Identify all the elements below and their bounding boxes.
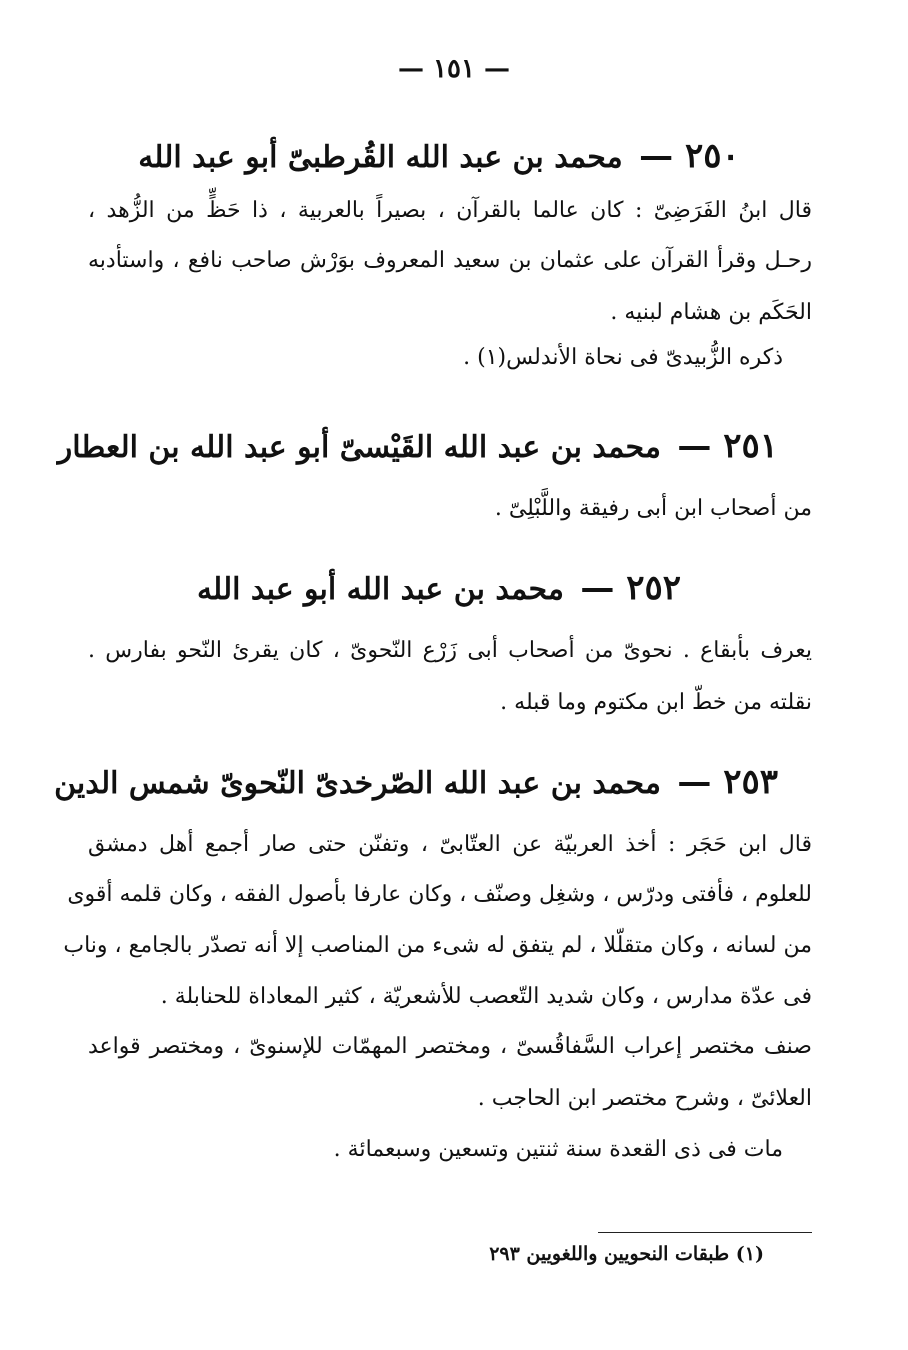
- entry-number: ٢٥٢ —: [580, 568, 682, 608]
- entry-title: محمد بن عبد الله القَيْسىّ أبو عبد الله بن العطار: [57, 430, 661, 465]
- entry-number: ٢٥٠ —: [639, 136, 740, 176]
- entry-title: محمد بن عبد الله القُرطبىّ أبو عبد الله: [138, 140, 623, 175]
- entry-253-line-5: صنف مختصر إعراب السَّفاقُسىّ ، ومختصر المهمّات للإسنوىّ ، ومختصر قواعد: [88, 1034, 812, 1059]
- entry-252-line-1: يعرف بأبقاع . نحوىّ من أصحاب أبى زَرْع النّحوىّ ، كان يقرئ النّحو بفارس .: [88, 638, 812, 663]
- entry-251-line-1: من أصحاب ابن أبى رفيقة واللَّبْلِىّ .: [494, 496, 812, 521]
- entry-253-line-4: فى عدّة مدارس ، وكان شديد التّعصب للأشعريّة ، كثير المعاداة للحنابلة .: [160, 984, 812, 1009]
- entry-number: ٢٥٣ —: [677, 762, 778, 802]
- entry-number: ٢٥١ —: [677, 426, 778, 466]
- footnote: (١) طبقات النحويين واللغويين ٢٩٣: [489, 1243, 764, 1265]
- entry-253-line-3: من لسانه ، وكان متقلّلا ، لم يتفق له شىء من المناصب إلا أنه تصدّر بالجامع ، وناب: [63, 933, 812, 958]
- entry-252-line-2: نقلته من خطّ ابن مكتوم وما قبله .: [500, 690, 812, 715]
- entry-253-line-6: العلائىّ ، وشرح مختصر ابن الحاجب .: [477, 1086, 812, 1111]
- entry-250-line-3: الحَكَم بن هشام لبنيه .: [610, 300, 812, 325]
- entry-253-line-2: للعلوم ، فأفتى ودرّس ، وشغِل وصنّف ، وكان عارفا بأصول الفقه ، وكان قلمه أقوى: [67, 882, 812, 907]
- entry-title: محمد بن عبد الله أبو عبد الله: [196, 572, 564, 607]
- entry-253-line-1: قال ابن حَجَر : أخذ العربيّة عن العتّابىّ ، وتفنّن حتى صار أجمع أهل دمشق: [88, 832, 812, 857]
- entry-253-line-7: مات فى ذى القعدة سنة ثنتين وتسعين وسبعمائة .: [333, 1137, 783, 1162]
- entry-251-heading: [57, 426, 778, 466]
- entry-252-heading: [100, 568, 778, 608]
- entry-250-line-4: ذكره الزُّبيدىّ فى نحاة الأندلس(١) .: [463, 345, 783, 370]
- footnote-divider: [598, 1232, 812, 1233]
- entry-250-heading: [100, 136, 778, 176]
- entry-253-heading: [54, 762, 778, 802]
- entry-250-line-1: قال ابنُ الفَرَضِىّ : كان عالما بالقرآن ، بصيراً بالعربية ، ذا حَظٍّ من الزُّهد ،: [88, 198, 812, 223]
- entry-title: محمد بن عبد الله الصّرخدىّ النّحوىّ شمس الدين: [54, 766, 661, 801]
- page-number: — ١٥١ —: [397, 54, 511, 84]
- entry-250-line-2: رحـل وقرأ القرآن على عثمان بن سعيد المعروف بوَرْش صاحب نافع ، واستأدبه: [88, 248, 812, 273]
